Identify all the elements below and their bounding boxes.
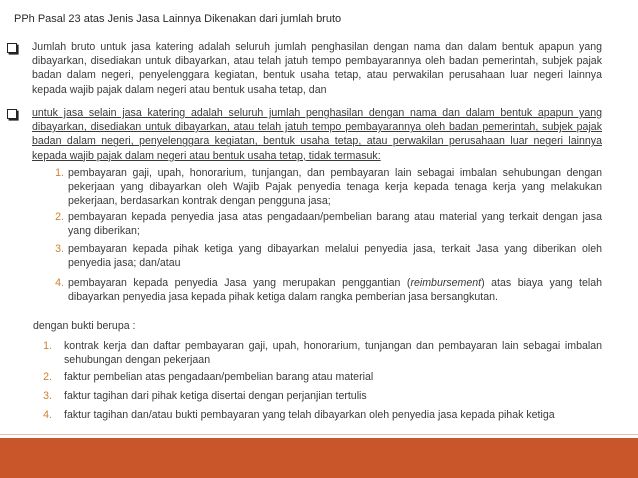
exclusion-item-4-text: pembayaran kepada penyedia Jasa yang merupakan penggantian ( [68, 277, 411, 289]
list-number: 3. [43, 390, 52, 402]
exclusion-item-4 [68, 276, 602, 304]
footer-divider [0, 434, 638, 435]
checkbox-bullet-icon [7, 109, 17, 119]
proof-item-1: kontrak kerja dan daftar pembayaran gaji, upah, honorarium, tunjangan dan pembayaran lain sebagai imbalan sehubungan dengan pekerjaan [64, 340, 602, 367]
footer-bar [0, 438, 638, 478]
exclusion-item-4-text-end: ) atas biaya yang telah dibayarkan penyedia jasa kepada pihak ketiga dalam rangka pemberian jasa bersangkutan. [68, 277, 602, 304]
list-number: 2. [43, 371, 52, 383]
checkbox-bullet-icon [7, 43, 17, 53]
list-number: 2. [55, 211, 64, 223]
list-number: 4. [43, 409, 52, 421]
list-number: 3. [55, 243, 64, 255]
exclusion-item-1: pembayaran gaji, upah, honorarium, tunjangan, dan pembayaran lain sebagai imbalan sehubungan dengan pekerjaan yang dibayarkan oleh Wajib Pajak penyedia tenaga kerja kepada tenaga kerja yang melakukan pekerjaan, berdasarkan kontrak dengan pengguna jasa; [68, 167, 602, 208]
proof-label: dengan bukti berupa : [33, 320, 136, 332]
exclusion-item-4-italic: reimbursement [410, 277, 482, 289]
exclusion-item-2: pembayaran kepada penyedia jasa atas pengadaan/pembelian barang atau material yang terkait dengan jasa yang diberikan; [68, 211, 602, 238]
exclusion-item-3: pembayaran kepada pihak ketiga yang dibayarkan melalui penyedia jasa, terkait Jasa yang diberikan oleh penyedia jasa; dan/atau [68, 243, 602, 270]
slide-title: PPh Pasal 23 atas Jenis Jasa Lainnya Dikenakan dari jumlah bruto [14, 13, 342, 25]
proof-item-3: faktur tagihan dari pihak ketiga disertai dengan perjanjian tertulis [64, 390, 367, 402]
proof-item-4: faktur tagihan dan/atau bukti pembayaran yang telah dibayarkan oleh penyedia jasa kepada pihak ketiga [64, 409, 555, 421]
list-number: 1. [43, 340, 52, 352]
proof-item-2: faktur pembelian atas pengadaan/pembelian barang atau material [64, 371, 374, 383]
bullet-paragraph-1: Jumlah bruto untuk jasa katering adalah seluruh jumlah penghasilan dengan nama dan dalam bentuk apapun yang dibayarkan, disediakan untuk dibayarkan, atau telah jatuh tempo pembayarannya oleh badan pemerintah, subjek pajak badan dalam negeri, penyelenggara kegiatan, bentuk usaha tetap, atau perwakilan perusahaan luar negeri lainnya kepada wajib pajak dalam negeri atau bentuk usaha tetap, dan [32, 41, 602, 96]
bullet-paragraph-2: untuk jasa selain jasa katering adalah seluruh jumlah penghasilan dengan nama dan dalam bentuk apapun yang dibayarkan, disediakan untuk dibayarkan, atau telah jatuh tempo pembayarannya oleh badan pemerintah, subjek pajak badan dalam negeri, penyelenggara kegiatan, bentuk usaha tetap, atau perwakilan perusahaan luar negeri lainnya kepada wajib pajak dalam negeri atau bentuk usaha tetap, tidak termasuk: [32, 107, 602, 162]
list-number: 1. [55, 167, 64, 179]
list-number: 4. [55, 277, 64, 289]
